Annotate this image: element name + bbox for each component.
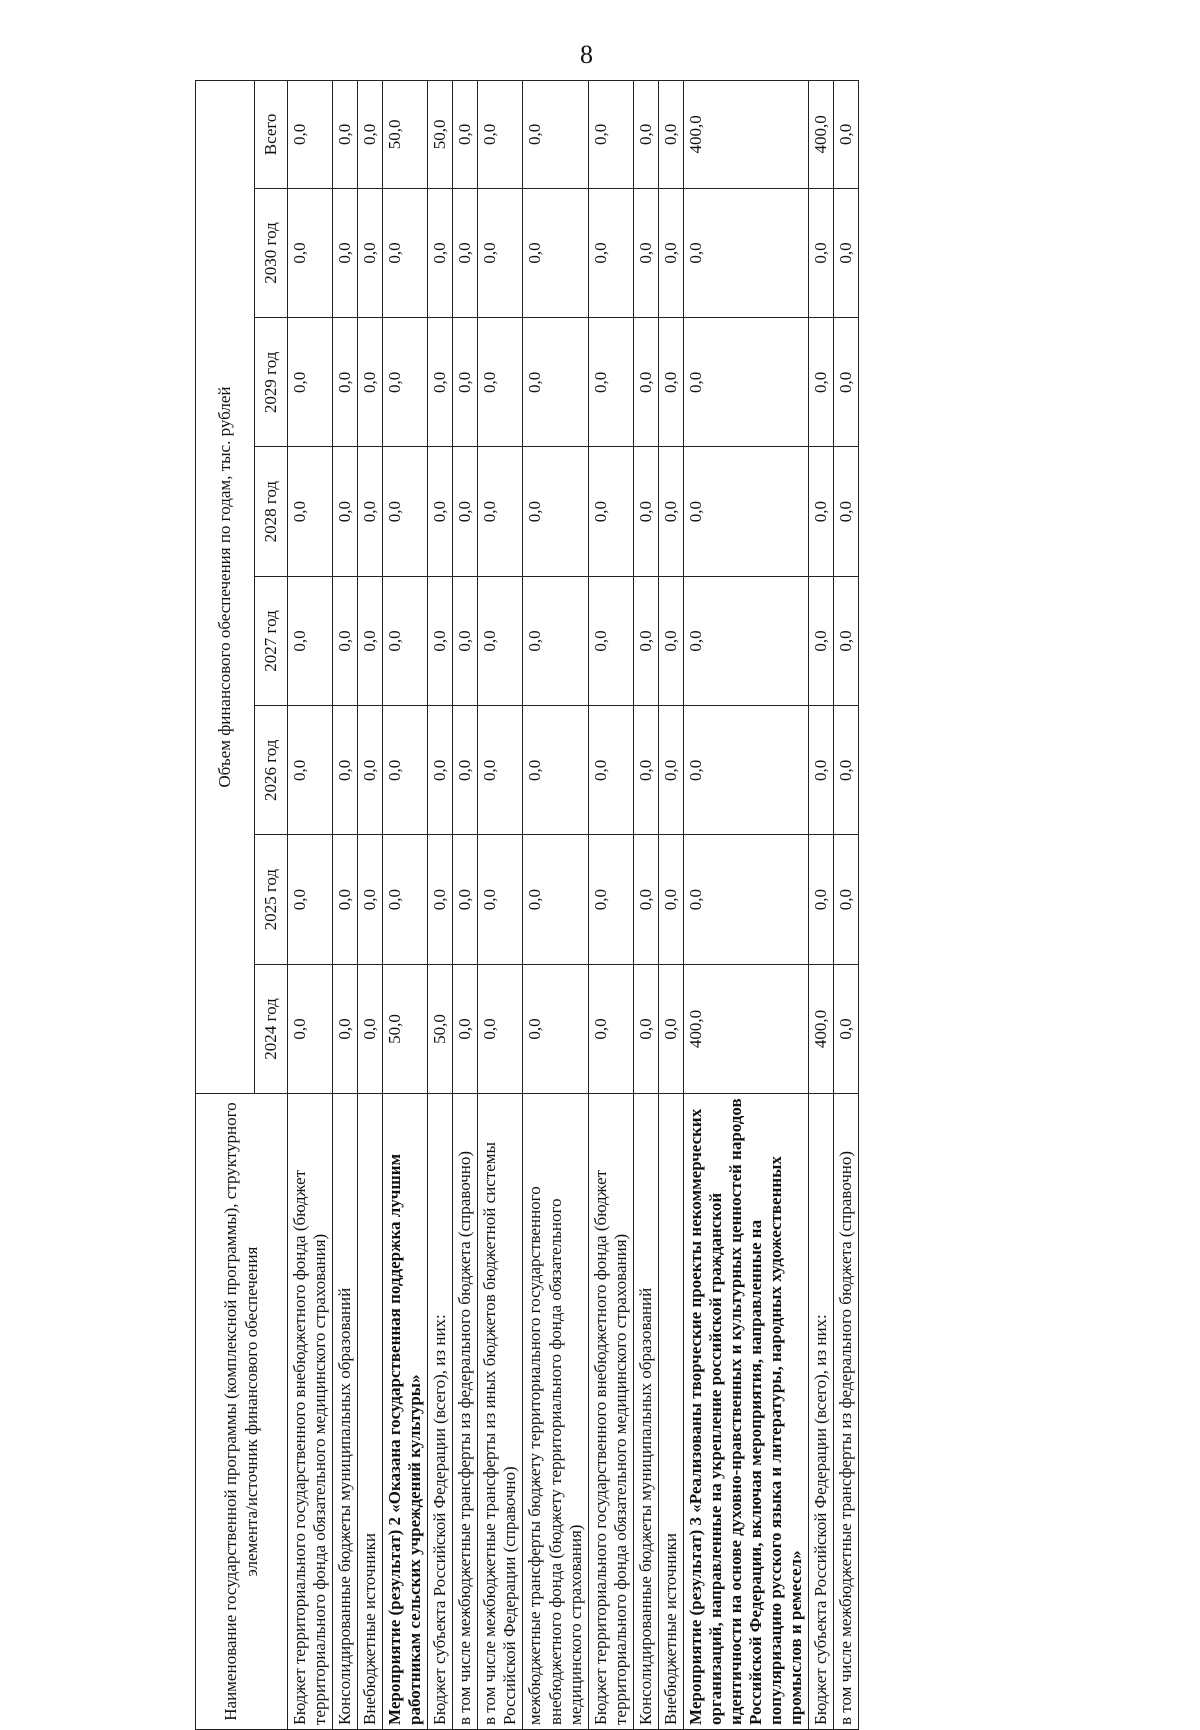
value-cell: 0,0 xyxy=(333,447,358,576)
value-cell: 0,0 xyxy=(809,576,834,705)
table-row xyxy=(478,81,523,1730)
value-cell: 0,0 xyxy=(809,835,834,964)
value-cell: 0,0 xyxy=(288,964,333,1093)
value-cell: 0,0 xyxy=(834,835,859,964)
value-cell: 0,0 xyxy=(478,318,523,447)
table-row xyxy=(383,81,428,1730)
value-cell: 0,0 xyxy=(523,576,588,705)
row-label: межбюджетные трансферты бюджету территориального государственного внебюджетного фонда (бюджету территориального фонда обязательного медицинского страхования) xyxy=(523,1094,588,1730)
row-label: Внебюджетные источники xyxy=(658,1094,683,1730)
row-label: в том числе межбюджетные трансферты из федерального бюджета (справочно) xyxy=(834,1094,859,1730)
header-name: Наименование государственной программы (комплексной программы), структурного элемента/источник финансового обеспечения xyxy=(196,1094,288,1730)
value-cell: 0,0 xyxy=(383,835,428,964)
value-cell: 0,0 xyxy=(383,447,428,576)
value-cell: 0,0 xyxy=(683,188,808,317)
rotated-content xyxy=(195,80,1115,1730)
header-year: 2030 год xyxy=(255,188,288,317)
value-cell: 0,0 xyxy=(523,835,588,964)
row-label: Бюджет территориального государственного внебюджетного фонда (бюджет территориального фонда обязательного медицинского страхования) xyxy=(588,1094,633,1730)
value-cell: 0,0 xyxy=(333,81,358,189)
value-cell: 0,0 xyxy=(288,706,333,835)
value-cell: 0,0 xyxy=(834,81,859,189)
value-cell: 0,0 xyxy=(633,576,658,705)
header-year: 2029 год xyxy=(255,318,288,447)
value-cell: 0,0 xyxy=(523,318,588,447)
value-cell: 0,0 xyxy=(834,447,859,576)
value-cell: 0,0 xyxy=(658,706,683,835)
value-cell: 400,0 xyxy=(683,81,808,189)
value-cell: 0,0 xyxy=(834,188,859,317)
value-cell: 0,0 xyxy=(588,964,633,1093)
value-cell: 0,0 xyxy=(683,576,808,705)
value-cell: 0,0 xyxy=(523,81,588,189)
value-cell: 0,0 xyxy=(478,835,523,964)
table-row xyxy=(809,81,834,1730)
value-cell: 50,0 xyxy=(428,81,453,189)
value-cell: 0,0 xyxy=(428,447,453,576)
row-label: Мероприятие (результат) 2 «Оказана государственная поддержка лучшим работникам сельских учреждений культуры» xyxy=(383,1094,428,1730)
value-cell: 0,0 xyxy=(428,318,453,447)
value-cell: 0,0 xyxy=(834,576,859,705)
value-cell: 0,0 xyxy=(453,576,478,705)
value-cell: 0,0 xyxy=(358,447,383,576)
page-number: 8 xyxy=(580,40,593,69)
value-cell: 0,0 xyxy=(633,964,658,1093)
header-year: 2027 год xyxy=(255,576,288,705)
value-cell: 0,0 xyxy=(333,964,358,1093)
row-label: Мероприятие (результат) 3 «Реализованы творческие проекты некоммерческих организаций, направленные на укрепление российской гражданской идентичности на основе духовно-нравственных и культурных ценностей народов Российской Федерации, включая мероприятия, направленные на популяризацию русского языка и литературы, народных художественных промыслов и ремесел» xyxy=(683,1094,808,1730)
value-cell: 0,0 xyxy=(834,318,859,447)
value-cell: 0,0 xyxy=(478,81,523,189)
header-year: 2025 год xyxy=(255,835,288,964)
value-cell: 0,0 xyxy=(358,835,383,964)
financing-table xyxy=(195,80,859,1730)
value-cell: 0,0 xyxy=(288,576,333,705)
value-cell: 0,0 xyxy=(683,318,808,447)
table-row xyxy=(288,81,333,1730)
table-row xyxy=(358,81,383,1730)
value-cell: 0,0 xyxy=(333,188,358,317)
value-cell: 0,0 xyxy=(588,318,633,447)
value-cell: 0,0 xyxy=(683,835,808,964)
value-cell: 0,0 xyxy=(834,706,859,835)
header-volume: Объем финансового обеспечения по годам, тыс. рублей xyxy=(196,81,255,1094)
value-cell: 0,0 xyxy=(333,835,358,964)
value-cell: 0,0 xyxy=(453,81,478,189)
row-label: в том числе межбюджетные трансферты из федерального бюджета (справочно) xyxy=(453,1094,478,1730)
value-cell: 0,0 xyxy=(633,81,658,189)
value-cell: 0,0 xyxy=(478,447,523,576)
value-cell: 0,0 xyxy=(428,835,453,964)
value-cell: 0,0 xyxy=(383,188,428,317)
header-year: Всего xyxy=(255,81,288,189)
value-cell: 0,0 xyxy=(633,188,658,317)
table-row xyxy=(333,81,358,1730)
value-cell: 0,0 xyxy=(633,447,658,576)
value-cell: 0,0 xyxy=(523,188,588,317)
value-cell: 0,0 xyxy=(809,318,834,447)
value-cell: 0,0 xyxy=(588,706,633,835)
value-cell: 0,0 xyxy=(428,706,453,835)
value-cell: 0,0 xyxy=(478,576,523,705)
value-cell: 0,0 xyxy=(658,81,683,189)
value-cell: 400,0 xyxy=(809,81,834,189)
value-cell: 0,0 xyxy=(809,188,834,317)
value-cell: 0,0 xyxy=(588,81,633,189)
header-year: 2028 год xyxy=(255,447,288,576)
value-cell: 0,0 xyxy=(658,964,683,1093)
table-row xyxy=(683,81,808,1730)
value-cell: 0,0 xyxy=(358,188,383,317)
table-row xyxy=(658,81,683,1730)
value-cell: 0,0 xyxy=(658,576,683,705)
value-cell: 0,0 xyxy=(523,964,588,1093)
value-cell: 0,0 xyxy=(453,964,478,1093)
value-cell: 0,0 xyxy=(358,318,383,447)
value-cell: 0,0 xyxy=(383,576,428,705)
table-body xyxy=(288,81,859,1730)
value-cell: 0,0 xyxy=(478,188,523,317)
value-cell: 0,0 xyxy=(588,835,633,964)
value-cell: 0,0 xyxy=(683,706,808,835)
value-cell: 0,0 xyxy=(523,447,588,576)
table-row xyxy=(834,81,859,1730)
value-cell: 50,0 xyxy=(383,964,428,1093)
value-cell: 0,0 xyxy=(523,706,588,835)
table-row xyxy=(633,81,658,1730)
value-cell: 400,0 xyxy=(683,964,808,1093)
value-cell: 0,0 xyxy=(809,447,834,576)
table-row xyxy=(523,81,588,1730)
value-cell: 0,0 xyxy=(453,447,478,576)
value-cell: 0,0 xyxy=(453,188,478,317)
value-cell: 0,0 xyxy=(333,318,358,447)
value-cell: 0,0 xyxy=(658,447,683,576)
header-year: 2026 год xyxy=(255,706,288,835)
value-cell: 50,0 xyxy=(383,81,428,189)
value-cell: 0,0 xyxy=(358,706,383,835)
value-cell: 0,0 xyxy=(453,835,478,964)
table-row xyxy=(453,81,478,1730)
value-cell: 0,0 xyxy=(633,318,658,447)
value-cell: 0,0 xyxy=(288,318,333,447)
value-cell: 0,0 xyxy=(288,81,333,189)
value-cell: 0,0 xyxy=(588,447,633,576)
header-year: 2024 год xyxy=(255,964,288,1093)
value-cell: 0,0 xyxy=(383,318,428,447)
value-cell: 0,0 xyxy=(333,706,358,835)
value-cell: 0,0 xyxy=(358,81,383,189)
value-cell: 0,0 xyxy=(383,706,428,835)
table-row xyxy=(588,81,633,1730)
value-cell: 0,0 xyxy=(809,706,834,835)
row-label: Бюджет территориального государственного внебюджетного фонда (бюджет территориального фонда обязательного медицинского страхования) xyxy=(288,1094,333,1730)
value-cell: 0,0 xyxy=(588,576,633,705)
row-label: Консолидированные бюджеты муниципальных образований xyxy=(633,1094,658,1730)
value-cell: 0,0 xyxy=(288,188,333,317)
row-label: Бюджет субъекта Российской Федерации (всего), из них: xyxy=(809,1094,834,1730)
value-cell: 0,0 xyxy=(453,706,478,835)
value-cell: 0,0 xyxy=(658,835,683,964)
value-cell: 0,0 xyxy=(428,188,453,317)
rotated-sheet xyxy=(195,80,1115,1730)
value-cell: 0,0 xyxy=(478,706,523,835)
value-cell: 0,0 xyxy=(333,576,358,705)
value-cell: 0,0 xyxy=(288,447,333,576)
value-cell: 0,0 xyxy=(633,706,658,835)
value-cell: 0,0 xyxy=(683,447,808,576)
value-cell: 0,0 xyxy=(633,835,658,964)
value-cell: 400,0 xyxy=(809,964,834,1093)
value-cell: 0,0 xyxy=(834,964,859,1093)
value-cell: 0,0 xyxy=(658,318,683,447)
row-label: Консолидированные бюджеты муниципальных образований xyxy=(333,1094,358,1730)
value-cell: 50,0 xyxy=(428,964,453,1093)
value-cell: 0,0 xyxy=(358,964,383,1093)
row-label: в том числе межбюджетные трансферты из иных бюджетов бюджетной системы Российской Федерации (справочно) xyxy=(478,1094,523,1730)
value-cell: 0,0 xyxy=(658,188,683,317)
value-cell: 0,0 xyxy=(478,964,523,1093)
row-label: Внебюджетные источники xyxy=(358,1094,383,1730)
table-row xyxy=(428,81,453,1730)
value-cell: 0,0 xyxy=(428,576,453,705)
value-cell: 0,0 xyxy=(358,576,383,705)
value-cell: 0,0 xyxy=(453,318,478,447)
row-label: Бюджет субъекта Российской Федерации (всего), из них: xyxy=(428,1094,453,1730)
value-cell: 0,0 xyxy=(588,188,633,317)
value-cell: 0,0 xyxy=(288,835,333,964)
